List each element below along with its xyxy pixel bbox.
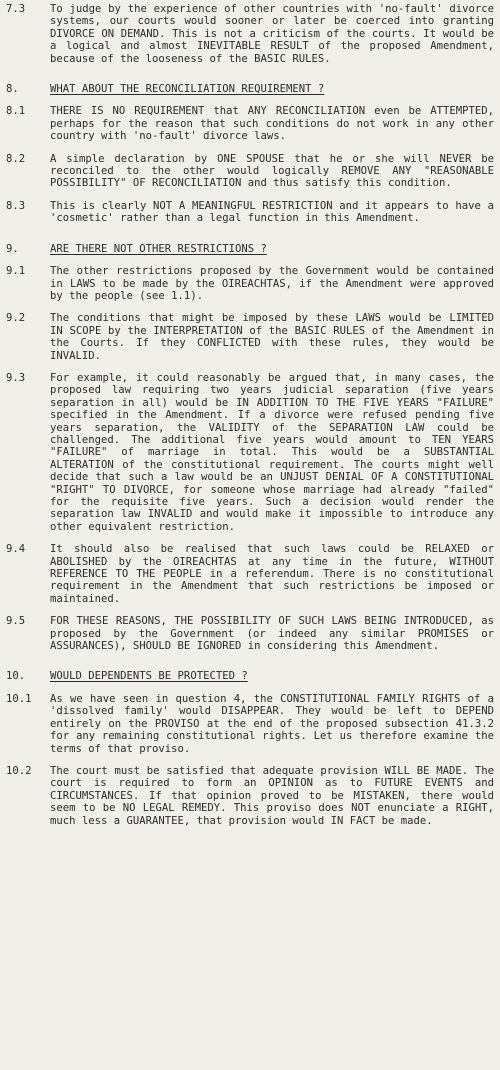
paragraph-9-1 [6,265,494,302]
paragraph-number: 9.3 [6,371,26,384]
paragraph-text: It should also be realised that such laws could be RELAXED or ABOLISHED by the OIREACHTAS at any time in the future, WITHOUT REFERENCE TO THE PEOPLE in a referendum. There is no constitutional requirement in the Amendment that such restrictions be imposed or maintained. [50,543,494,605]
paragraph-text: This is clearly NOT A MEANINGFUL RESTRICTION and it appears to have a 'cosmetic' rather than a legal function in this Amendment. [50,199,494,225]
paragraph-text: FOR THESE REASONS, THE POSSIBILITY OF SUCH LAWS BEING INTRODUCED, as proposed by the Government (or indeed any similar PROMISES or ASSURANCES), SHOULD BE IGNORED in considering this Amendment. [50,615,494,653]
section-heading-9 [6,243,494,255]
paragraph-number: 8.3 [6,199,26,212]
section-title: WHAT ABOUT THE RECONCILIATION REQUIREMENT ? [50,83,325,96]
section-title: ARE THERE NOT OTHER RESTRICTIONS ? [50,242,267,255]
paragraph-text: A simple declaration by ONE SPOUSE that he or she will NEVER be reconciled to the other would logically REMOVE ANY "REASONABLE POSSIBILITY" OF RECONCILIATION and thus satisfy this condition. [50,152,494,190]
paragraph-8-1 [6,105,494,142]
paragraph-text: THERE IS NO REQUIREMENT that ANY RECONCILIATION even be ATTEMPTED, perhaps for the reason that such conditions do not work in any other country with 'no-fault' divorce laws. [50,105,494,143]
paragraph-number: 10.2 [6,764,32,777]
paragraph-text: To judge by the experience of other countries with 'no-fault' divorce systems, our courts would sooner or later be coerced into granting DIVORCE ON DEMAND. This is not a criticism of the courts. It would be a logical and almost INEVITABLE RESULT of the proposed Amendment, because of the looseness of the BASIC RULES. [50,3,494,65]
paragraph-number: 9.1 [6,265,26,278]
paragraph-8-2 [6,153,494,190]
paragraph-9-2 [6,312,494,362]
paragraph-text: The other restrictions proposed by the Government would be contained in LAWS to be made by the OIREACHTAS, if the Amendment were approved by the people (see 1.1). [50,265,494,302]
paragraph-text: For example, it could reasonably be argued that, in many cases, the proposed law requiring two years judicial separation (five years separation in all) would be IN ADDITION TO THE FIVE YEARS "FAILURE" specified in the Amendment. If a divorce were refused pending five years separation, the VALIDITY of the SEPARATION LAW could be challenged. The additional five years would amount to TEN YEARS "FAILURE" of marriage in total. This would be a SUBSTANTIAL ALTERATION of the constitutional requirement. The courts might well decide that such a law would be an UNJUST DENIAL OF A CONSTITUTIONAL "RIGHT" TO DIVORCE, for someone whose marriage had already "failed" for the requisite five years. Such a decision would render the separation law INVALID and would make it impossible to introduce any other equivalent restriction. [50,371,494,533]
paragraph-10-1 [6,693,494,755]
paragraph-number: 10.1 [6,692,32,705]
paragraph-10-2 [6,765,494,827]
section-number: 9. [6,242,19,255]
section-title: WOULD DEPENDENTS BE PROTECTED ? [50,670,248,683]
paragraph-number: 9.5 [6,615,26,628]
section-number: 10. [6,670,26,683]
section-number: 8. [6,83,19,96]
paragraph-number: 9.2 [6,312,26,325]
section-heading-10 [6,670,494,682]
paragraph-9-4 [6,543,494,605]
paragraph-9-3 [6,372,494,533]
section-heading-8 [6,83,494,95]
paragraph-8-3 [6,200,494,225]
paragraph-number: 7.3 [6,3,26,15]
paragraph-text: The conditions that might be imposed by these LAWS would be LIMITED IN SCOPE by the INTERPRETATION of the BASIC RULES of the Amendment in the Courts. If they CONFLICTED with these rules, they would be INVALID. [50,312,494,362]
paragraph-7-3 [6,3,494,65]
paragraph-9-5 [6,615,494,652]
paragraph-number: 8.1 [6,105,26,118]
paragraph-number: 8.2 [6,152,26,165]
paragraph-text: The court must be satisfied that adequate provision WILL BE MADE. The court is required to form an OPINION as to FUTURE EVENTS and CIRCUMSTANCES. If that opinion proved to be MISTAKEN, there would seem to be NO LEGAL REMEDY. This proviso does NOT enunciate a RIGHT, much less a GUARANTEE, that provision would IN FACT be made. [50,764,494,827]
paragraph-text: As we have seen in question 4, the CONSTITUTIONAL FAMILY RIGHTS of a 'dissolved family' would DISAPPEAR. They would be left to DEPEND entirely on the PROVISO at the end of the proposed subsection 41.3.2 for any remaining constitutional rights. Let us therefore examine the terms of that proviso. [50,692,494,755]
paragraph-number: 9.4 [6,543,26,556]
